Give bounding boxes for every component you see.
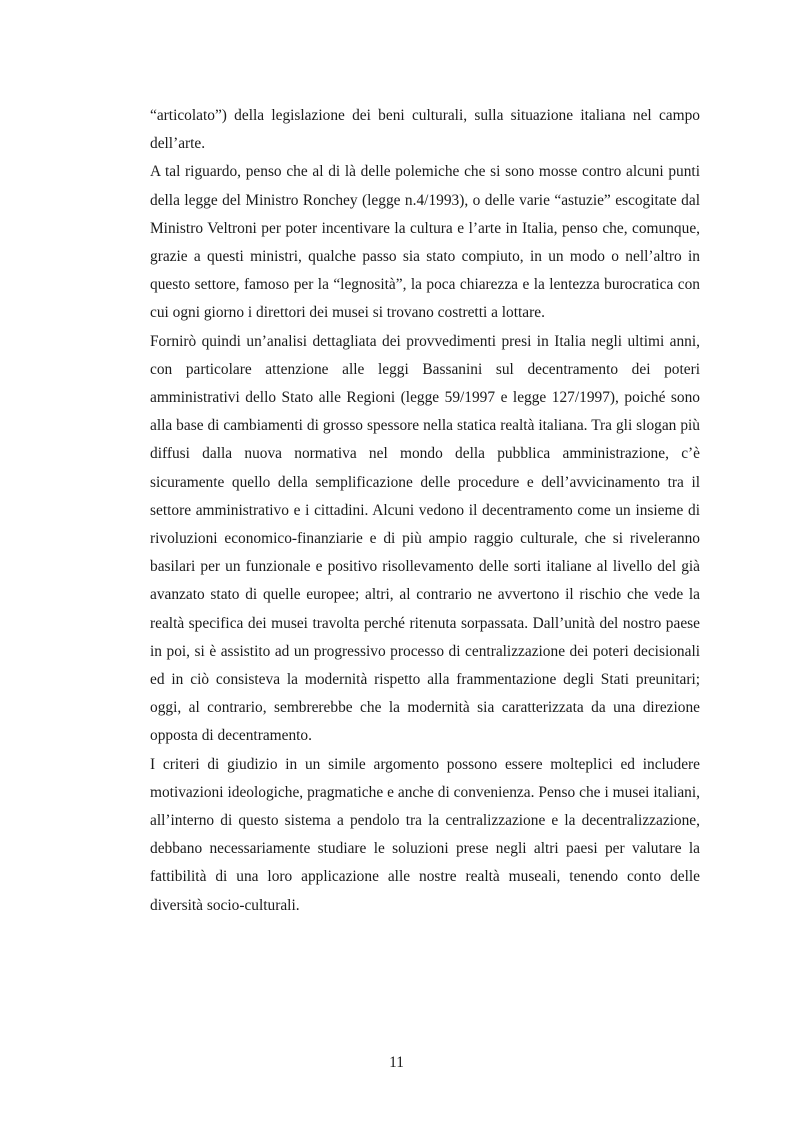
page-number: 11 bbox=[389, 1054, 404, 1071]
body-text bbox=[150, 102, 700, 920]
paragraph-1: “articolato”) della legislazione dei beni culturali, sulla situazione italiana nel campo dell’arte. bbox=[150, 107, 700, 153]
paragraph-4: I criteri di giudizio in un simile argomento possono essere molteplici ed includere motivazioni ideologiche, pragmatiche e anche di convenienza. Penso che i musei italiani, all’interno di questo sistema a pendolo tra la centralizzazione e la decentralizzazione, debbano necessariamente studiare le soluzioni prese negli altri paesi per valutare la fattibilità di una loro applicazione alle nostre realtà museali, tenendo conto delle diversità socio-culturali. bbox=[150, 755, 700, 914]
paragraph-2: A tal riguardo, penso che al di là delle polemiche che si sono mosse contro alcuni punti della legge del Ministro Ronchey (legge n.4/1993), o delle varie “astuzie” escogitate dal Ministro Veltroni per poter incentivare la cultura e l’arte in Italia, penso che, comunque, grazie a questi ministri, qualche passo sia stato compiuto, in un modo o nell’altro in questo settore, famoso per la “legnosità”, la poca chiarezza e la lentezza burocratica con cui ogni giorno i direttori dei musei si trovano costretti a lottare. bbox=[150, 163, 700, 322]
paragraph-3: Fornirò quindi un’analisi dettagliata dei provvedimenti presi in Italia negli ultimi anni, con particolare attenzione alle leggi Bassanini sul decentramento dei poteri amministrativi dello Stato alle Regioni (legge 59/1997 e legge 127/1997), poiché sono alla base di cambiamenti di grosso spessore nella statica realtà italiana. Tra gli slogan più diffusi dalla nuova normativa nel mondo della pubblica amministrazione, c’è sicuramente quello della semplificazione delle procedure e dell’avvicinamento tra il settore amministrativo e i cittadini. Alcuni vedono il decentramento come un insieme di rivoluzioni economico-finanziarie e di più ampio raggio culturale, che si riveleranno basilari per un funzionale e positivo risollevamento delle sorti italiane al livello del già avanzato stato di quelle europee; altri, al contrario ne avvertono il rischio che vede la realtà specifica dei musei travolta perché ritenuta sorpassata. Dall’unità del nostro paese in poi, si è assistito ad un progressivo processo di centralizzazione dei poteri decisionali ed in ciò consisteva la modernità rispetto alla frammentazione degli Stati preunitari; oggi, al contrario, sembrerebbe che la modernità sia caratterizzata da una direzione opposta di decentramento. bbox=[150, 332, 700, 745]
